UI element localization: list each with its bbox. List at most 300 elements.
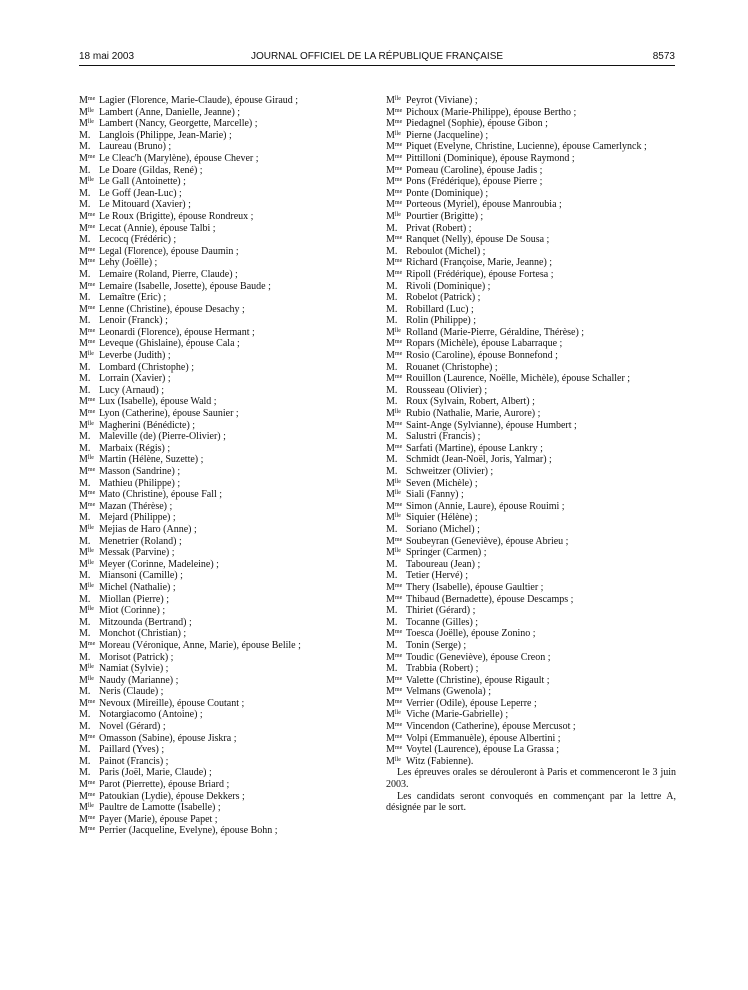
candidate-name: Saint-Ange (Sylvianne), épouse Humbert ; <box>406 419 577 431</box>
civility-title: $M^{lle}$ <box>79 454 94 466</box>
civility-title: $M^{me}$ <box>386 257 403 269</box>
candidate-name: Peyrot (Viviane) ; <box>406 95 478 106</box>
list-item <box>386 686 676 698</box>
candidate-name: Moreau (Véronique, Anne, Marie), épouse Belile ; <box>99 639 301 651</box>
civility-title: $M^{me}$ <box>79 95 96 106</box>
civility-title: $M^{lle}$ <box>79 558 94 570</box>
page-header <box>79 50 675 64</box>
right-column-entries <box>386 95 676 767</box>
civility-title: M. <box>79 315 91 327</box>
civility-title: $M^{lle}$ <box>79 350 94 362</box>
candidate-name: Meyer (Corinne, Madeleine) ; <box>99 558 219 570</box>
list-item <box>79 199 375 211</box>
candidate-name: Lenne (Christine), épouse Desachy ; <box>99 303 245 315</box>
candidate-name: Springer (Carmen) ; <box>406 547 487 559</box>
civility-title: $M^{me}$ <box>79 500 96 512</box>
civility-title: $M^{lle}$ <box>386 129 401 141</box>
civility-title: M. <box>79 512 91 524</box>
header-rule <box>79 65 675 66</box>
list-item <box>79 547 375 559</box>
list-item <box>79 512 375 524</box>
list-item <box>79 373 375 385</box>
candidate-name: Toudic (Geneviève), épouse Creon ; <box>406 651 551 663</box>
civility-title: $M^{me}$ <box>386 338 403 350</box>
candidate-name: Lemaire (Roland, Pierre, Claude) ; <box>99 268 238 280</box>
civility-title: M. <box>79 234 91 246</box>
civility-title: M. <box>79 431 91 443</box>
civility-title: $M^{lle}$ <box>386 210 401 222</box>
candidate-name: Notargiacomo (Antoine) ; <box>99 709 203 721</box>
candidate-name: Lambert (Nancy, Georgette, Marcelle) ; <box>99 118 258 130</box>
list-item <box>386 652 676 664</box>
candidate-name: Mitzounda (Bertrand) ; <box>99 616 192 628</box>
civility-title: $M^{lle}$ <box>79 674 94 686</box>
list-item <box>386 95 676 107</box>
candidate-name: Lemaire (Isabelle, Josette), épouse Baude ; <box>99 280 271 292</box>
list-item <box>79 524 375 536</box>
civility-title: $M^{lle}$ <box>386 477 401 489</box>
candidate-name: Siali (Fanny) ; <box>406 489 464 501</box>
candidate-name: Payer (Marie), épouse Papet ; <box>99 813 218 825</box>
candidate-name: Velmans (Gwenola) ; <box>406 686 491 698</box>
civility-title: M. <box>386 280 398 292</box>
civility-title: $M^{me}$ <box>386 744 403 756</box>
civility-title: $M^{lle}$ <box>386 709 401 721</box>
civility-title: $M^{me}$ <box>386 141 403 153</box>
list-item <box>79 107 375 119</box>
list-item <box>386 733 676 745</box>
list-item <box>386 524 676 536</box>
list-item <box>386 628 676 640</box>
civility-title: M. <box>79 373 91 385</box>
civility-title: $M^{me}$ <box>386 106 403 118</box>
civility-title: $M^{me}$ <box>386 581 403 593</box>
list-item <box>79 188 375 200</box>
candidate-name: Lyon (Catherine), épouse Saunier ; <box>99 408 239 420</box>
civility-title: M. <box>79 721 91 733</box>
civility-title: $M^{me}$ <box>386 732 403 744</box>
candidate-name: Paillard (Yves) ; <box>99 744 165 756</box>
list-item <box>386 559 676 571</box>
list-item <box>79 559 375 571</box>
list-item <box>386 211 676 223</box>
list-item <box>79 802 375 814</box>
candidate-name: Soubeyran (Geneviève), épouse Abrieu ; <box>406 535 569 547</box>
list-item <box>386 130 676 142</box>
list-item <box>386 257 676 269</box>
candidate-name: Mazan (Thérèse) ; <box>99 500 173 512</box>
left-column <box>79 95 375 837</box>
candidate-name: Volpi (Emmanuèle), épouse Albertini ; <box>406 732 561 744</box>
civility-title: $M^{me}$ <box>79 396 96 408</box>
list-item <box>79 454 375 466</box>
candidate-name: Le Goff (Jean-Luc) ; <box>99 187 182 199</box>
list-item <box>79 582 375 594</box>
candidate-name: Rivoli (Dominique) ; <box>406 280 491 292</box>
list-item <box>386 373 676 385</box>
candidate-name: Lucy (Arnaud) ; <box>99 384 164 396</box>
list-item <box>386 420 676 432</box>
candidate-name: Omasson (Sabine), épouse Jiskra ; <box>99 732 237 744</box>
candidate-name: Magherini (Bénédicte) ; <box>99 419 196 431</box>
civility-title: M. <box>386 605 398 617</box>
civility-title: $M^{me}$ <box>79 222 96 234</box>
civility-title: $M^{me}$ <box>79 466 96 477</box>
list-item <box>79 709 375 721</box>
candidate-name: Lux (Isabelle), épouse Wald ; <box>99 396 217 408</box>
candidate-name: Sarfati (Martine), épouse Lankry ; <box>406 442 543 454</box>
candidate-name: Piedagnel (Sophie), épouse Gibon ; <box>406 118 548 130</box>
civility-title: $M^{lle}$ <box>79 419 94 431</box>
civility-title: M. <box>386 558 398 570</box>
candidate-name: Paultre de Lamotte (Isabelle) ; <box>99 802 221 814</box>
list-item <box>79 396 375 408</box>
candidate-name: Lombard (Christophe) ; <box>99 361 194 373</box>
candidate-name: Lorrain (Xavier) ; <box>99 373 171 385</box>
list-item <box>386 165 676 177</box>
list-item <box>386 292 676 304</box>
list-item <box>79 269 375 281</box>
candidate-name: Salustri (Francis) ; <box>406 431 481 443</box>
list-item <box>386 315 676 327</box>
civility-title: M. <box>79 164 91 176</box>
candidate-name: Marbaix (Régis) ; <box>99 442 171 454</box>
civility-title: M. <box>79 651 91 663</box>
candidate-name: Seven (Michèle) ; <box>406 477 478 489</box>
list-item <box>79 95 375 107</box>
list-item <box>386 744 676 756</box>
civility-title: M. <box>386 245 398 257</box>
candidate-name: Lambert (Anne, Danielle, Jeanne) ; <box>99 106 241 118</box>
list-item <box>79 594 375 606</box>
civility-title: $M^{lle}$ <box>79 605 94 617</box>
civility-title: M. <box>386 523 398 535</box>
candidate-name: Richard (Françoise, Marie, Jeanne) ; <box>406 257 553 269</box>
candidate-name: Mejias de Haro (Anne) ; <box>99 523 197 535</box>
candidate-name: Novel (Gérard) ; <box>99 721 166 733</box>
candidate-name: Masson (Sandrine) ; <box>99 466 181 477</box>
civility-title: $M^{lle}$ <box>79 663 94 675</box>
candidate-name: Pierne (Jacqueline) ; <box>406 129 489 141</box>
candidate-name: Siquier (Hélène) ; <box>406 512 478 524</box>
list-item <box>386 709 676 721</box>
list-item <box>79 443 375 455</box>
civility-title: $M^{me}$ <box>386 686 403 698</box>
candidate-name: Leonardi (Florence), épouse Hermant ; <box>99 326 255 338</box>
list-item <box>79 420 375 432</box>
list-item <box>386 675 676 687</box>
candidate-name: Tocanne (Gilles) ; <box>406 616 479 628</box>
list-item <box>386 408 676 420</box>
list-item <box>79 466 375 478</box>
list-item <box>79 327 375 339</box>
candidate-name: Lehy (Joëlle) ; <box>99 257 158 269</box>
candidate-name: Pons (Frédérique), épouse Pierre ; <box>406 176 543 188</box>
candidate-name: Perrier (Jacqueline, Evelyne), épouse Bohn ; <box>99 825 278 837</box>
candidate-name: Lemaître (Eric) ; <box>99 292 167 304</box>
civility-title: $M^{me}$ <box>386 593 403 605</box>
civility-title: $M^{me}$ <box>79 152 96 164</box>
civility-title: M. <box>386 315 398 327</box>
civility-title: M. <box>386 303 398 315</box>
civility-title: M. <box>79 570 91 582</box>
candidate-name: Schmidt (Jean-Noël, Joris, Yalmar) ; <box>406 454 552 466</box>
candidate-name: Miot (Corinne) ; <box>99 605 166 617</box>
list-item <box>79 779 375 791</box>
civility-title: $M^{me}$ <box>79 732 96 744</box>
candidate-name: Laureau (Bruno) ; <box>99 141 172 153</box>
civility-title: $M^{me}$ <box>79 303 96 315</box>
candidate-name: Simon (Annie, Laure), épouse Rouimi ; <box>406 500 565 512</box>
candidate-name: Schweitzer (Olivier) ; <box>406 466 494 477</box>
candidate-name: Ranquet (Nelly), épouse De Sousa ; <box>406 234 550 246</box>
list-item <box>386 362 676 374</box>
list-item <box>79 350 375 362</box>
civility-title: M. <box>79 628 91 640</box>
list-item <box>386 617 676 629</box>
list-item <box>386 246 676 258</box>
candidate-name: Le Cleac'h (Marylène), épouse Chever ; <box>99 152 259 164</box>
list-item <box>386 281 676 293</box>
candidate-name: Patoukian (Lydie), épouse Dekkers ; <box>99 790 245 802</box>
civility-title: $M^{lle}$ <box>386 755 401 767</box>
civility-title: $M^{me}$ <box>79 245 96 257</box>
civility-title: $M^{me}$ <box>79 280 96 292</box>
candidate-name: Pittilloni (Dominique), épouse Raymond ; <box>406 152 575 164</box>
civility-title: $M^{lle}$ <box>79 581 94 593</box>
civility-title: $M^{lle}$ <box>386 547 401 559</box>
civility-title: $M^{me}$ <box>386 164 403 176</box>
list-item <box>79 165 375 177</box>
list-item <box>386 466 676 478</box>
candidate-name: Lecocq (Frédéric) ; <box>99 234 177 246</box>
candidate-name: Lecat (Annie), épouse Talbi ; <box>99 222 216 234</box>
candidate-name: Viche (Marie-Gabrielle) ; <box>406 709 509 721</box>
list-item <box>386 223 676 235</box>
candidate-name: Ropars (Michèle), épouse Labarraque ; <box>406 338 563 350</box>
candidate-name: Pomeau (Caroline), épouse Jadis ; <box>406 164 543 176</box>
civility-title: $M^{me}$ <box>79 210 96 222</box>
list-item <box>386 721 676 733</box>
list-item <box>79 640 375 652</box>
civility-title: $M^{me}$ <box>386 628 403 640</box>
list-item <box>386 350 676 362</box>
candidate-name: Le Gall (Antoinette) ; <box>99 176 186 188</box>
right-column <box>386 95 676 814</box>
candidate-name: Le Roux (Brigitte), épouse Rondreux ; <box>99 210 254 222</box>
list-item <box>386 594 676 606</box>
civility-title: $M^{me}$ <box>79 257 96 269</box>
candidate-name: Rousseau (Olivier) ; <box>406 384 488 396</box>
list-item <box>386 512 676 524</box>
candidate-name: Ponte (Dominique) ; <box>406 187 489 199</box>
candidate-name: Verrier (Odile), épouse Leperre ; <box>406 697 537 709</box>
civility-title: $M^{lle}$ <box>79 106 94 118</box>
civility-title: M. <box>79 141 91 153</box>
civility-title: M. <box>386 396 398 408</box>
civility-title: $M^{me}$ <box>386 419 403 431</box>
civility-title: $M^{me}$ <box>386 697 403 709</box>
list-item <box>79 257 375 269</box>
candidate-name: Tonin (Serge) ; <box>406 639 467 651</box>
civility-title: $M^{me}$ <box>386 721 403 733</box>
civility-title: $M^{me}$ <box>386 373 403 385</box>
list-item <box>79 501 375 513</box>
civility-title: $M^{me}$ <box>386 268 403 280</box>
civility-title: M. <box>79 616 91 628</box>
civility-title: $M^{lle}$ <box>386 326 401 338</box>
list-item <box>386 443 676 455</box>
civility-title: $M^{lle}$ <box>386 512 401 524</box>
civility-title: $M^{me}$ <box>79 813 96 825</box>
civility-title: $M^{lle}$ <box>386 489 401 501</box>
list-item <box>386 547 676 559</box>
list-item <box>386 570 676 582</box>
candidate-name: Pichoux (Marie-Philippe), épouse Bertho ; <box>406 106 577 118</box>
list-item <box>386 756 676 768</box>
list-item <box>79 281 375 293</box>
candidate-name: Leverbe (Judith) ; <box>99 350 171 362</box>
header-page-number: 8573 <box>652 51 675 62</box>
civility-title: M. <box>79 361 91 373</box>
candidate-name: Maleville (de) (Pierre-Olivier) ; <box>99 431 226 443</box>
civility-title: $M^{lle}$ <box>386 95 401 106</box>
candidate-name: Naudy (Marianne) ; <box>99 674 179 686</box>
civility-title: $M^{lle}$ <box>79 547 94 559</box>
list-item <box>79 628 375 640</box>
candidate-name: Paris (Joël, Marie, Claude) ; <box>99 767 212 779</box>
civility-title: $M^{me}$ <box>79 338 96 350</box>
candidate-name: Legal (Florence), épouse Daumin ; <box>99 245 239 257</box>
list-item <box>79 605 375 617</box>
list-item <box>386 107 676 119</box>
list-item <box>79 489 375 501</box>
candidate-name: Le Doare (Gildas, René) ; <box>99 164 203 176</box>
civility-title: M. <box>79 187 91 199</box>
list-item <box>79 176 375 188</box>
candidate-name: Porteous (Myriel), épouse Manroubia ; <box>406 199 562 211</box>
list-item <box>79 744 375 756</box>
list-item <box>79 315 375 327</box>
candidate-name: Messak (Parvine) ; <box>99 547 175 559</box>
civility-title: M. <box>79 755 91 767</box>
civility-title: M. <box>79 268 91 280</box>
candidate-name: Lagier (Florence, Marie-Claude), épouse Giraud ; <box>99 95 299 106</box>
list-item <box>79 756 375 768</box>
candidate-name: Taboureau (Jean) ; <box>406 558 481 570</box>
civility-title: M. <box>386 222 398 234</box>
candidate-name: Robillard (Luc) ; <box>406 303 474 315</box>
list-item <box>386 582 676 594</box>
civility-title: $M^{me}$ <box>386 118 403 130</box>
civility-title: $M^{lle}$ <box>79 523 94 535</box>
list-item <box>79 153 375 165</box>
candidate-name: Rolland (Marie-Pierre, Géraldine, Thérèse) ; <box>406 326 585 338</box>
list-item <box>386 234 676 246</box>
civility-title: M. <box>386 361 398 373</box>
candidate-name: Morisot (Patrick) ; <box>99 651 174 663</box>
civility-title: $M^{me}$ <box>386 152 403 164</box>
candidate-name: Mejard (Philippe) ; <box>99 512 176 524</box>
candidate-name: Mato (Christine), épouse Fall ; <box>99 489 223 501</box>
civility-title: M. <box>79 686 91 698</box>
civility-title: $M^{lle}$ <box>79 118 94 130</box>
civility-title: $M^{lle}$ <box>79 176 94 188</box>
civility-title: $M^{lle}$ <box>79 802 94 814</box>
civility-title: $M^{me}$ <box>79 825 96 837</box>
candidate-name: Toesca (Joëlle), épouse Zonino ; <box>406 628 536 640</box>
list-item <box>386 478 676 490</box>
candidate-name: Martin (Hélène, Suzette) ; <box>99 454 204 466</box>
civility-title: $M^{me}$ <box>386 234 403 246</box>
civility-title: $M^{me}$ <box>386 674 403 686</box>
list-item <box>79 686 375 698</box>
candidate-name: Miollan (Pierre) ; <box>99 593 169 605</box>
civility-title: M. <box>79 477 91 489</box>
list-item <box>386 698 676 710</box>
civility-title: $M^{me}$ <box>79 489 96 501</box>
list-item <box>386 385 676 397</box>
list-item <box>79 338 375 350</box>
candidate-name: Valette (Christine), épouse Rigault ; <box>406 674 550 686</box>
list-item <box>386 489 676 501</box>
candidate-name: Miansoni (Camille) ; <box>99 570 183 582</box>
candidate-name: Parot (Pierrette), épouse Briard ; <box>99 779 230 791</box>
list-item <box>79 791 375 803</box>
civility-title: $M^{me}$ <box>386 176 403 188</box>
list-item <box>79 292 375 304</box>
list-item <box>79 234 375 246</box>
candidate-name: Nevoux (Mireille), épouse Coutant ; <box>99 697 245 709</box>
candidate-name: Leveque (Ghislaine), épouse Cala ; <box>99 338 240 350</box>
civility-title: $M^{me}$ <box>79 326 96 338</box>
list-item <box>79 675 375 687</box>
candidate-name: Michel (Nathalie) ; <box>99 581 176 593</box>
civility-title: M. <box>386 384 398 396</box>
list-item <box>79 536 375 548</box>
list-item <box>386 663 676 675</box>
list-item <box>79 733 375 745</box>
list-item <box>79 408 375 420</box>
list-item <box>79 118 375 130</box>
candidate-name: Robelot (Patrick) ; <box>406 292 481 304</box>
candidate-name: Langlois (Philippe, Jean-Marie) ; <box>99 129 232 141</box>
list-item <box>386 327 676 339</box>
candidate-name: Thibaud (Bernadette), épouse Descamps ; <box>406 593 574 605</box>
civility-title: M. <box>79 384 91 396</box>
candidate-name: Namiat (Sylvie) ; <box>99 663 169 675</box>
civility-title: M. <box>386 454 398 466</box>
list-item <box>386 431 676 443</box>
civility-title: M. <box>386 616 398 628</box>
candidate-name: Piquet (Evelyne, Christine, Lucienne), épouse Camerlynck ; <box>406 141 647 153</box>
candidate-name: Roux (Sylvain, Robert, Albert) ; <box>406 396 535 408</box>
civility-title: M. <box>79 767 91 779</box>
candidate-name: Ripoll (Frédérique), épouse Fortesa ; <box>406 268 554 280</box>
civility-title: M. <box>386 292 398 304</box>
civility-title: M. <box>386 431 398 443</box>
candidate-name: Thiriet (Gérard) ; <box>406 605 476 617</box>
candidate-name: Le Mitouard (Xavier) ; <box>99 199 191 211</box>
list-item <box>79 814 375 826</box>
list-item <box>386 188 676 200</box>
list-item <box>79 767 375 779</box>
list-item <box>386 199 676 211</box>
list-item <box>386 501 676 513</box>
list-item <box>386 304 676 316</box>
civility-title: M. <box>386 663 398 675</box>
list-item <box>386 605 676 617</box>
